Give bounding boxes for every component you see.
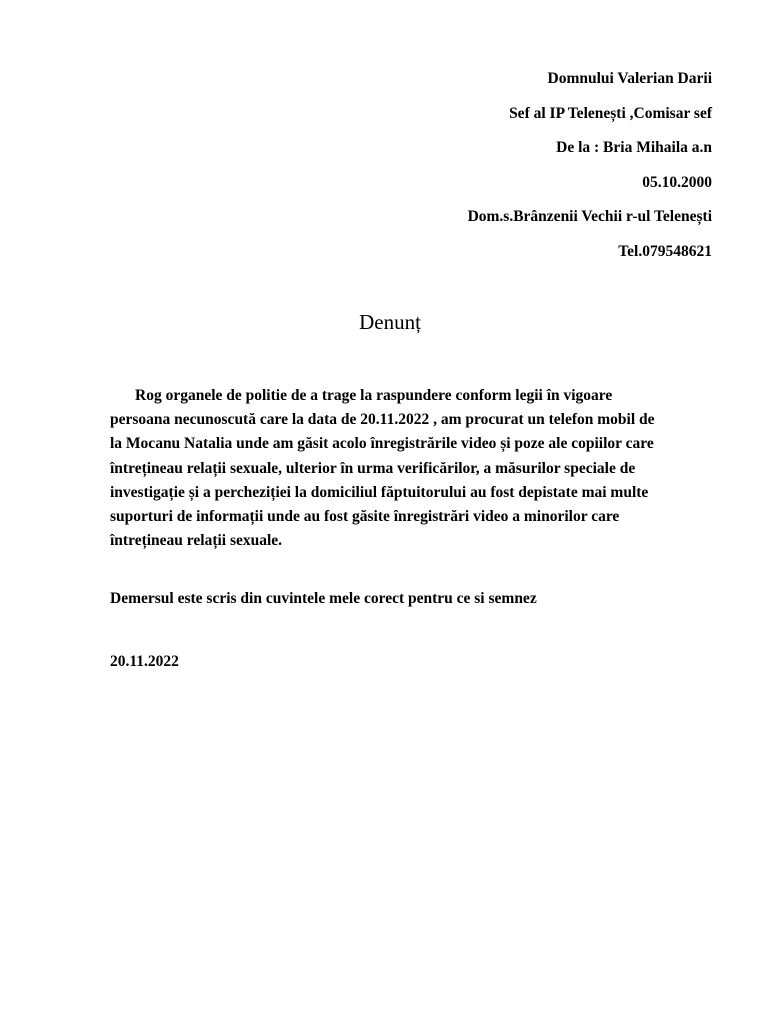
body-line: la Mocanu Natalia unde am găsit acolo înregistrările video și poze ale copiilor care: [110, 435, 654, 453]
recipient-position: Sef al IP Telenești ,Comisar sef: [509, 104, 712, 122]
body-paragraph: [110, 384, 720, 553]
document-title: Denunț: [359, 310, 421, 334]
body-line: persoana necunoscută care la data de 20.11.2022 , am procurat un telefon mobil de: [110, 411, 655, 429]
closing-statement: Demersul este scris din cuvintele mele corect pentru ce si semnez: [110, 590, 537, 607]
body-line: Rog organele de politie de a trage la raspundere conform legii în vigoare: [135, 387, 613, 404]
body-line: întrețineau relații sexuale, ulterior în urma verificărilor, a măsurilor speciale de: [110, 459, 636, 477]
body-line: investigație și a percheziției la domiciliul făptuitorului au fost depistate mai multe: [110, 483, 649, 501]
sender-address: Dom.s.Brânzenii Vechii r-ul Telenești: [467, 208, 712, 225]
sender-name: De la : Bria Mihaila a.n: [556, 139, 712, 156]
document-title-row: [0, 310, 768, 335]
signature-date: 20.11.2022: [110, 653, 179, 670]
sender-phone: Tel.079548621: [618, 242, 712, 260]
addressee-block: [468, 68, 712, 275]
sender-birth-date: 05.10.2000: [642, 173, 712, 191]
body-line: suporturi de informații unde au fost găsite înregistrări video a minorilor care: [110, 508, 620, 526]
recipient-name: Domnului Valerian Darii: [547, 70, 712, 87]
body-line: întrețineau relații sexuale.: [110, 532, 283, 550]
